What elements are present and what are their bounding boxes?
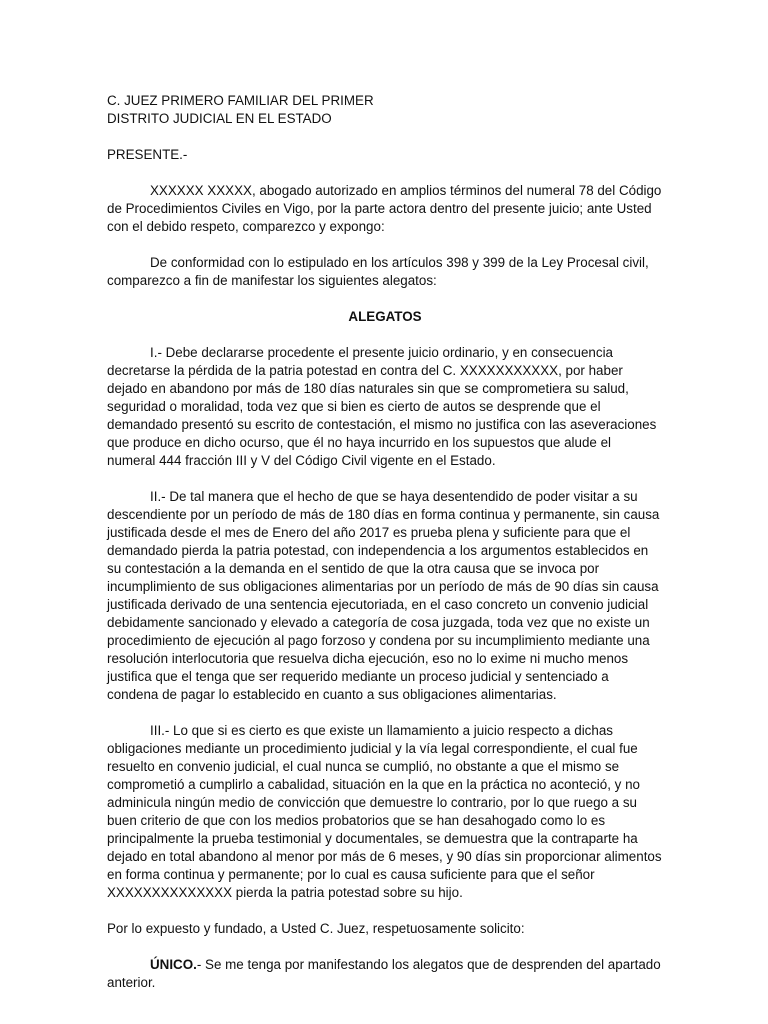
presente-line: PRESENTE.-	[107, 147, 188, 162]
addressee-block	[107, 92, 663, 128]
alegatos-heading: ALEGATOS	[348, 309, 422, 324]
conformidad-paragraph: De conformidad con lo estipulado en los artículos 398 y 399 de la Ley Procesal civil, comparezco a fin de manifestar los siguientes alegatos:	[107, 255, 649, 288]
unico-label: ÚNICO.	[150, 957, 197, 972]
addressee-line-1: C. JUEZ PRIMERO FAMILIAR DEL PRIMER	[107, 93, 374, 108]
alegato-2-paragraph: II.- De tal manera que el hecho de que se haya desentendido de poder visitar a su descendiente por un período de más de 180 días en forma continua y permanente, sin causa justificada desde el mes de Enero del año 2017 es prueba plena y suficiente para que el demandado pierda la patria potestad, con independencia a los argumentos establecidos en su contestación a la demanda en el sentido de que la otra causa que se invoca por incumplimiento de sus obligaciones alimentarias por un período de más de 90 días sin causa justificada derivado de una sentencia ejecutoriada, en el caso concreto un convenio judicial debidamente sancionado y elevado a categoría de cosa juzgada, toda vez que no existe un procedimiento de ejecución al pago forzoso y condena por su incumplimiento mediante una resolución interlocutoria que resuelva dicha ejecución, eso no lo exime ni mucho menos justifica que el tenga que ser requerido mediante un proceso judicial y sentenciado a condena de pagar lo establecido en cuanto a sus obligaciones alimentarias.	[107, 489, 660, 702]
unico-paragraph	[107, 956, 663, 992]
unico-text: - Se me tenga por manifestando los alegatos que de desprenden del apartado anterior.	[107, 957, 661, 990]
alegato-3-paragraph: III.- Lo que si es cierto es que existe un llamamiento a juicio respecto a dichas obligaciones mediante un procedimiento judicial y la vía legal correspondiente, el cual fue resuelto en convenio judicial, el cual nunca se cumplió, no obstante a que el mismo se comprometió a cumplirlo a cabalidad, situación en la que en la práctica no aconteció, y no adminicula ningún medio de convicción que demuestre lo contrario, por lo que ruego a su buen criterio de que con los medios probatorios que se han desahogado como lo es principalmente la prueba testimonial y documentales, se demuestra que la contraparte ha dejado en total abandono al menor por más de 6 meses, y 90 días sin proporcionar alimentos en forma continua y permanente; por lo cual es causa suficiente para que el señor XXXXXXXXXXXXXX pierda la patria potestad sobre su hijo.	[107, 723, 662, 900]
addressee-line-2: DISTRITO JUDICIAL EN EL ESTADO	[107, 111, 332, 126]
alegato-1-paragraph: I.- Debe declararse procedente el presente juicio ordinario, y en consecuencia decretarse la pérdida de la patria potestad en contra del C. XXXXXXXXXXX, por haber dejado en abandono por más de 180 días naturales sin que se comprometiera su salud, seguridad o moralidad, toda vez que si bien es cierto de autos se desprende que el demandado presentó su escrito de contestación, el mismo no justifica con las aseveraciones que produce en dicho ocurso, que él no haya incurrido en los supuestos que alude el numeral 444 fracción III y V del Código Civil vigente en el Estado.	[107, 345, 657, 468]
intro-paragraph: XXXXXX XXXXX, abogado autorizado en amplios términos del numeral 78 del Código de Procedimientos Civiles en Vigo, por la parte actora dentro del presente juicio; ante Usted con el debido respeto, comparezco y expongo:	[107, 183, 662, 234]
closing-paragraph: Por lo expuesto y fundado, a Usted C. Juez, respetuosamente solicito:	[107, 921, 525, 936]
